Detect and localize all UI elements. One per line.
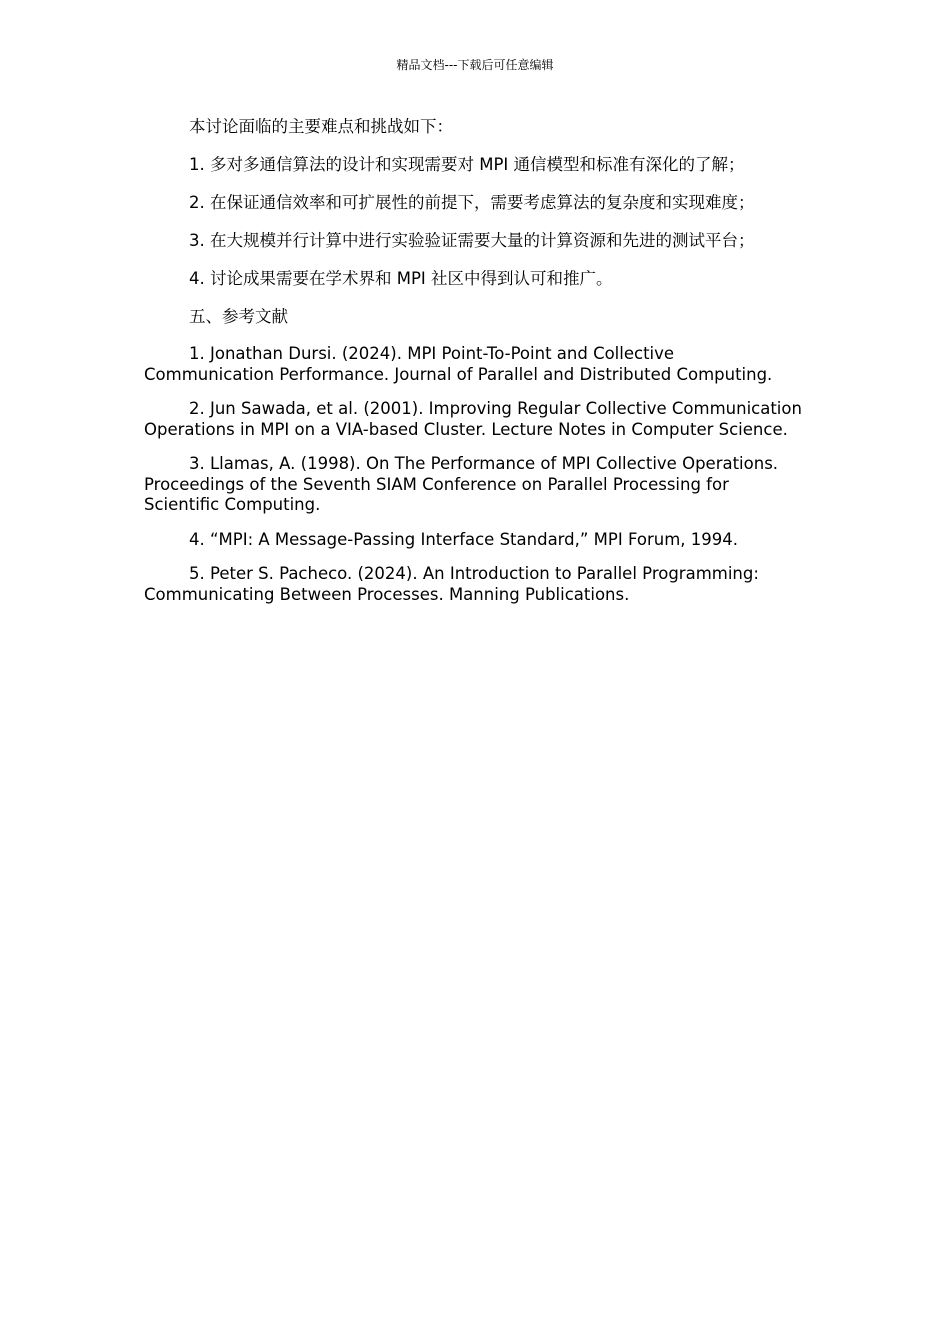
references-heading: 五、参考文献 xyxy=(189,307,288,326)
challenge-item-3: 3. 在大规模并行计算中进行实验验证需要大量的计算资源和先进的测试平台； xyxy=(189,231,755,250)
reference-item-4: 4. “MPI: A Message-Passing Interface Standard,” MPI Forum, 1994. xyxy=(189,529,739,549)
page-header: 精品文档---下载后可任意编辑 xyxy=(396,58,554,72)
reference-list xyxy=(144,344,809,605)
reference-item-2: 2. Jun Sawada, et al. (2001). Improving Regular Collective Communication Operations in MPI on a VIA-based Cluster. Lecture Notes in Computer Science. xyxy=(144,399,802,439)
challenges-intro: 本讨论面临的主要难点和挑战如下： xyxy=(189,117,453,136)
challenge-item-4: 4. 讨论成果需要在学术界和 MPI 社区中得到认可和推广。 xyxy=(189,269,613,288)
reference-item-5: 5. Peter S. Pacheco. (2024). An Introduction to Parallel Programming: Communicating Between Processes. Manning Publications. xyxy=(144,564,759,604)
challenge-item-1: 1. 多对多通信算法的设计和实现需要对 MPI 通信模型和标准有深化的了解； xyxy=(189,155,745,174)
reference-item-3: 3. Llamas, A. (1998). On The Performance of MPI Collective Operations. Proceedings of the Seventh SIAM Conference on Parallel Processing for Scientific Computing. xyxy=(144,454,779,514)
challenge-item-2: 2. 在保证通信效率和可扩展性的前提下，需要考虑算法的复杂度和实现难度； xyxy=(189,193,755,212)
document-body xyxy=(144,116,809,619)
reference-item-1: 1. Jonathan Dursi. (2024). MPI Point-To-Point and Collective Communication Performance. Journal of Parallel and Distributed Computing. xyxy=(144,344,773,384)
